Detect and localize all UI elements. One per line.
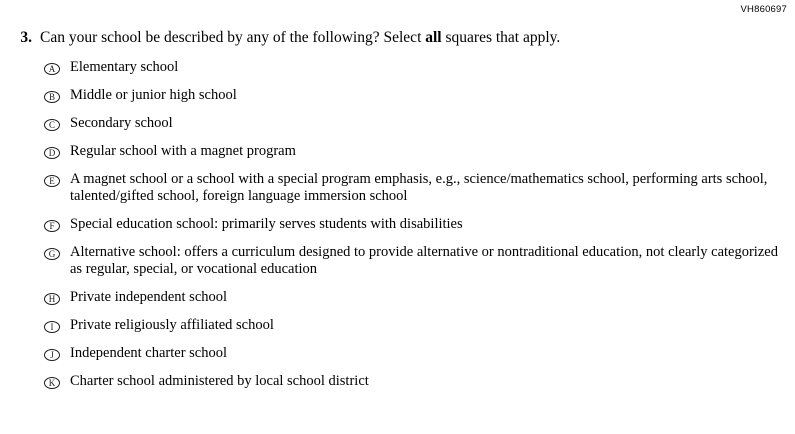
checkbox-oval-k-icon[interactable]: [44, 377, 62, 390]
option-item-i[interactable]: [44, 317, 785, 334]
options-list: [10, 59, 785, 390]
checkbox-oval-a-icon[interactable]: [44, 63, 62, 76]
form-id-label: VH860697: [740, 4, 787, 15]
question-header: [10, 28, 785, 48]
option-label-f: Special education school: primarily serves students with disabilities: [70, 216, 463, 232]
option-item-a[interactable]: [44, 59, 785, 76]
question-block: [10, 28, 785, 401]
checkbox-letter-k: K: [48, 378, 56, 388]
option-item-e[interactable]: [44, 171, 785, 205]
option-item-g[interactable]: [44, 244, 785, 278]
option-label-d: Regular school with a magnet program: [70, 143, 296, 159]
checkbox-oval-e-icon[interactable]: [44, 175, 62, 188]
option-label-i: Private religiously affiliated school: [70, 317, 274, 333]
checkbox-letter-c: C: [48, 120, 55, 130]
option-item-j[interactable]: [44, 345, 785, 362]
checkbox-letter-g: G: [48, 249, 56, 259]
checkbox-letter-f: F: [49, 221, 55, 231]
question-text-part2: squares that apply.: [441, 29, 561, 46]
option-item-d[interactable]: [44, 143, 785, 160]
question-text: [32, 28, 560, 48]
checkbox-letter-a: A: [48, 64, 56, 74]
checkbox-letter-h: H: [48, 294, 56, 304]
option-item-k[interactable]: [44, 373, 785, 390]
question-text-emphasis: all: [425, 29, 442, 46]
option-label-k: Charter school administered by local school district: [70, 373, 369, 389]
option-label-c: Secondary school: [70, 115, 173, 131]
checkbox-oval-c-icon[interactable]: [44, 119, 62, 132]
checkbox-oval-i-icon[interactable]: [44, 321, 62, 334]
checkbox-oval-j-icon[interactable]: [44, 349, 62, 362]
option-label-e: A magnet school or a school with a special program emphasis, e.g., science/mathematics school, performing arts school, talented/gifted school, foreign language immersion school: [70, 171, 768, 204]
option-item-f[interactable]: [44, 216, 785, 233]
checkbox-letter-j: J: [50, 350, 54, 360]
question-number: 3.: [20, 29, 32, 46]
checkbox-oval-g-icon[interactable]: [44, 248, 62, 261]
checkbox-oval-b-icon[interactable]: [44, 91, 62, 104]
checkbox-letter-d: D: [48, 148, 56, 158]
option-item-b[interactable]: [44, 87, 785, 104]
option-label-b: Middle or junior high school: [70, 87, 237, 103]
option-item-c[interactable]: [44, 115, 785, 132]
option-label-j: Independent charter school: [70, 345, 228, 361]
checkbox-oval-h-icon[interactable]: [44, 293, 62, 306]
checkbox-oval-d-icon[interactable]: [44, 147, 62, 160]
option-item-h[interactable]: [44, 289, 785, 306]
option-label-a: Elementary school: [70, 59, 179, 75]
question-text-part1: Can your school be described by any of the following? Select: [40, 29, 426, 46]
option-label-g: Alternative school: offers a curriculum designed to provide alternative or nontraditional education, not clearly categorized as regular, special, or vocational education: [70, 244, 778, 277]
checkbox-oval-f-icon[interactable]: [44, 220, 62, 233]
checkbox-letter-b: B: [48, 92, 55, 102]
option-label-h: Private independent school: [70, 289, 228, 305]
checkbox-letter-e: E: [49, 176, 55, 186]
checkbox-letter-i: I: [50, 322, 54, 332]
